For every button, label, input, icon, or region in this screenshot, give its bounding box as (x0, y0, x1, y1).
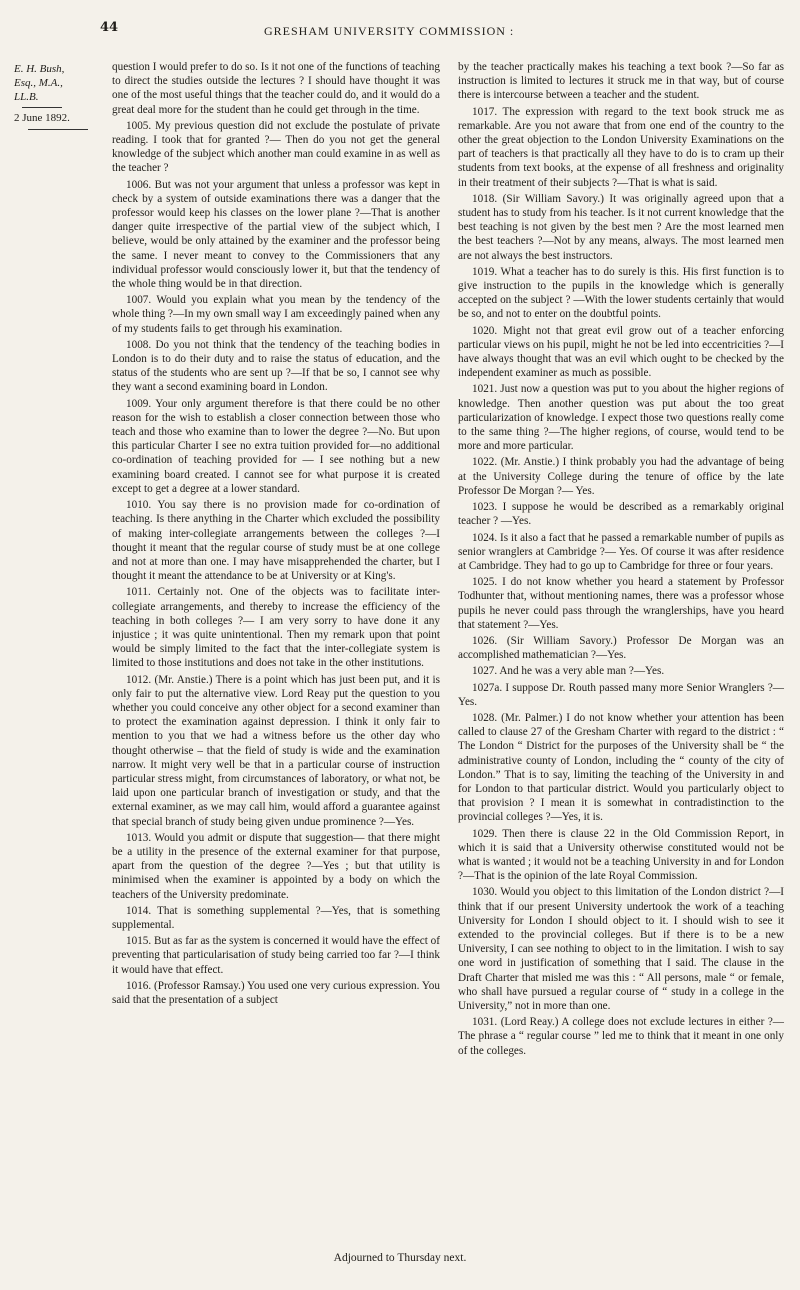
paragraph: 1030. Would you object to this limitation of the London district ?—I think that if our present University undertook the work of a teaching University for London I should object to it. I should wish to see it extended to the provincial colleges. But if there is to be a new University, I can see nothing to object to in the limitation. I wish to say one word in justification of something that I said. The clause in the Draft Charter that misled me was this : “ All persons, male “ or female, who shall have pursued a regular course of “ study in a college in the University,” not in more than one. (458, 886, 784, 1012)
left-column (112, 60, 440, 1009)
paragraph: 1008. Do you not think that the tendency of the teaching bodies in London is to do their duty and to raise the status of education, and the status of the students who are sent up ?—If that be so, I cannot see why they want a second examining board in London. (112, 338, 440, 394)
witness-degree: Esq., M.A., (14, 77, 63, 89)
running-head: GRESHAM UNIVERSITY COMMISSION : (264, 24, 515, 38)
margin-rule-2 (28, 129, 88, 130)
paragraph: 1016. (Professor Ramsay.) You used one very curious expression. You said that the presentation of a subject (112, 979, 440, 1006)
paragraph: 1028. (Mr. Palmer.) I do not know whether your attention has been called to clause 27 of the Gresham Charter with regard to the district : “ The London “ District for the purposes of the University shall be “ the administrative county of London, including the “ county of the city of London.” That is to say, limiting the teaching of the University in and for London to that particular district. Would you particularly object to that provision ? I mean it is somewhat in contradistinction to the provincial colleges ?—Yes, it is. (458, 711, 784, 824)
paragraph: 1025. I do not know whether you heard a statement by Professor Todhunter that, without mentioning names, there was a professor whose pupils he never could pass through the wranglerships, have you heard that statement ?—Yes. (458, 576, 784, 631)
paragraph: 1015. But as far as the system is concerned it would have the effect of preventing that particularisation of study being carried too far ?—I think it would have that effect. (112, 935, 440, 976)
paragraph: 1006. But was not your argument that unless a professor was kept in check by a system of outside examinations there was a danger that the professor would keep his classes on the lower plane ?—That is another danger quite irrespective of the partial view of the subject which, I believe, would be only attained by the examiner and the professor being the same. I never meant to convey to the Commissioners that any individual professor would consciously lower it, but that the tendency of the whole thing would be in that direction. (112, 178, 440, 291)
paragraph: 1020. Might not that great evil grow out of a teacher enforcing particular views on his pupil, might he not be led into eccentricities ?—I have always thought that was an evil which ought to be checked by the independent examiner as much as possible. (458, 324, 784, 380)
paragraph: 1012. (Mr. Anstie.) There is a point which has just been put, and it is only fair to put the alternative view. Lord Reay put the question to you whether you could conceive any other object for a second examiner than to protect the examination against depression. I think it only fair to mention to you that we had a witness before us the other day who thought otherwise – that the field of study is wide and the examination narrow. It might very well be that in a particular course of instruction particular stress might, from circumstances of laboratory, or what not, be laid upon one particular branch of investigation or study, and that the external examiner, as we may call him, would afford a guarantee against that special branch of study being given undue prominence ?—Yes. (112, 673, 440, 828)
paragraph: by the teacher practically makes his teaching a text book ?—So far as instruction is limited to lectures it struck me in that way, but of course there is intercourse between a teacher and the student. (458, 61, 784, 102)
witness-margin-note (14, 62, 104, 130)
paragraph: 1027. And he was a very able man ?—Yes. (472, 665, 665, 678)
paragraph: 1010. You say there is no provision made for co-ordination of teaching. Is there anything in the Charter which excluded the possibility of making inter-collegiate arrangements between the colleges ?—I thought it meant that the regular course of study must be at one college and not at more than one. I may have misapprehended the charter, but I thought it meant the attendance to be at University or at King's. (112, 499, 440, 583)
paragraph: 1021. Just now a question was put to you about the higher regions of knowledge. Then another question was put about the too great particularization of knowledge. I expect those two questions really come to the same thing ?—The higher regions, of course, would tend to be more and more particular. (458, 383, 784, 453)
witness-degree-2: LL.B. (14, 91, 39, 103)
paragraph: 1007. Would you explain what you mean by the tendency of the whole thing ?—In my own small way I am exceedingly pained when any of my students fails to get through his examination. (112, 294, 440, 335)
paragraph: 1023. I suppose he would be described as a remarkably original teacher ? —Yes. (458, 501, 784, 528)
paragraph: 1024. Is it also a fact that he passed a remarkable number of pupils as senior wranglers at Cambridge ?— Yes. Of course it was after residence at Cambridge. They had to go up to Cambridge for three or four years. (458, 531, 784, 572)
paragraph: 1018. (Sir William Savory.) It was originally agreed upon that a student has to study from his teacher. Is it not current knowledge that the best teaching is not given by the best men ? Are the most learned men the best teachers ?—Not by any means, always. The most learned men are not always the best instructors. (458, 192, 784, 262)
witness-name: E. H. Bush, (14, 63, 65, 75)
paragraph: 1027a. I suppose Dr. Routh passed many more Senior Wranglers ?—Yes. (458, 681, 784, 708)
paragraph: 1017. The expression with regard to the text book struck me as remarkable. Are you not aware that from one end of the country to the other the great objection to the London University Examinations on the part of teachers is that practically all they have to do is to cram up their students from text books, at the expense of all freshness and originality in their treatment of their subjects ?—That is what is said. (458, 105, 784, 189)
paragraph: 1014. That is something supplemental ?—Yes, that is something supplemental. (112, 904, 440, 931)
paragraph: 1011. Certainly not. One of the objects was to facilitate inter-collegiate arrangements, and thereby to increase the efficiency of the teaching in both colleges ?— I am very sorry to have done it any injustice ; it was quite unintentional. Then my remark upon that point would be simply limited to the fact that the inter-collegiate system is limited to those institutions and does not take in the other institutions. (112, 586, 440, 670)
paragraph: 1013. Would you admit or dispute that suggestion— that there might be a utility in the presence of the external examiner for that purpose, apart from the question of the degree ?—Yes ; but that utility is minimised when the examiner is appointed by a body on which the teachers of the University predominate. (112, 831, 440, 901)
paragraph: 1009. Your only argument therefore is that there could be no other reason for the wish to establish a closer connection between those who teach and those who examine than to lower the degree ?—No. But upon this particular Charter I see no extra tuition provided for—no additional co-ordination of teaching provided for — I see nothing but a new examining board created. I cannot see for what purpose it is created except to get a degree at a lower standard. (112, 397, 440, 495)
paragraph: question I would prefer to do so. Is it not one of the functions of teaching to direct the studies outside the lectures ? I should have thought it was one of the most useful things that the teacher could do, and it would do a great deal more for the student than he could get through in the time. (112, 61, 440, 116)
paragraph: 1029. Then there is clause 22 in the Old Commission Report, in which it is said that a University otherwise constituted would not be what is wanted ; it would not be a teaching University in and for London ?—That is the opinion of the late Royal Commission. (458, 827, 784, 883)
paragraph: 1019. What a teacher has to do surely is this. His first function is to give instruction to the pupils in the knowledge which is generally accepted on the subject ? —With the lower students certainly that would be so, and not to enter on the doubtful points. (458, 265, 784, 321)
page-number: 44 (100, 20, 119, 35)
adjournment-note: Adjourned to Thursday next. (333, 1252, 467, 1264)
paragraph: 1026. (Sir William Savory.) Professor De Morgan was an accomplished mathematician ?—Yes. (458, 634, 784, 662)
paragraph: 1022. (Mr. Anstie.) I think probably you had the advantage of being at the University College during the tenure of office by the late Professor De Morgan ?— Yes. (458, 456, 784, 497)
paragraph: 1031. (Lord Reay.) A college does not exclude lectures in either ?—The phrase a “ regular course ” led me to think that it meant in one only of the colleges. (458, 1016, 784, 1057)
margin-rule (22, 107, 62, 108)
paragraph: 1005. My previous question did not exclude the postulate of private reading. I took that for granted ?— Then do you not get the general knowledge of the subject which another man could examine in as well as the teacher ? (112, 119, 440, 175)
right-column (458, 60, 784, 1060)
margin-date: 2 June 1892. (14, 112, 70, 124)
